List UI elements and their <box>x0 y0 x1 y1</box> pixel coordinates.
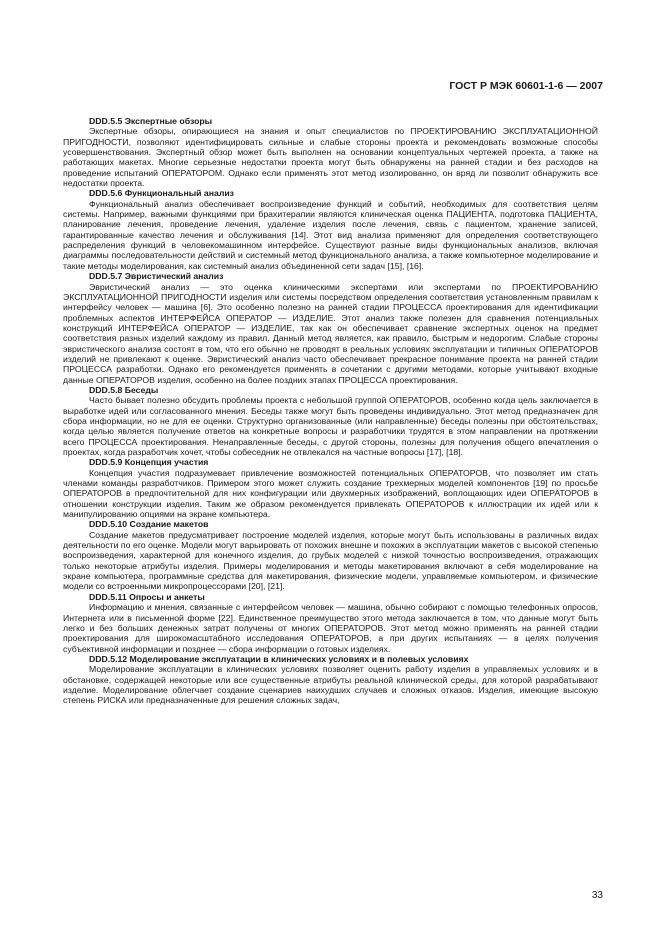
section-ddd-5-9 <box>63 457 598 519</box>
section-paragraph: Функциональный анализ обеспечивает воспроизведение функций и событий, необходимых для соответствия целям системы. Например, важными функциями при брахитерапии являются клиническая оценка ПАЦИЕНТА, подготовка ПАЦИЕНТА, планирование лечения, проведение лечения, удаление изделия после лечения, связь с пациентом, хранение записей, гарантированные качество лечения и обслуживания [14]. Этот вид анализа применяют для определения соответствующего распределения функций в человекомашинном интерфейсе. Существуют разные виды функциональных анализов, включая диаграммы последовательности действий и системный метод функционального анализа, а также компьютерное моделирование и такие методы моделирования, как системный анализ объединенной сети задач [15], [16]. <box>63 198 598 271</box>
section-paragraph: Экспертные обзоры, опирающиеся на знания и опыт специалистов по ПРОЕКТИРОВАНИЮ ЭКСПЛУАТАЦИОННОЙ ПРИГОДНОСТИ, позволяют идентифицировать сильные и слабые стороны проекта и рекомендовать возможные способы усовершенствования. Экспертный обзор может быть выполнен на основании концептуальных чертежей проекта, а также на работающих макетах. Многие серьезные недостатки проекта могут быть обнаружены на ранней стадии и без расходов на проведение испытаний ОПЕРАТОРОМ. Однако если применять этот метод изолированно, он вряд ли позволит обнаружить все недостатки проекта. <box>63 126 598 189</box>
section-paragraph: Эвристический анализ — это оценка клиническими экспертами или экспертами по ПРОЕКТИРОВАНИЮ ЭКСПЛУАТАЦИОННОЙ ПРИГОДНОСТИ изделия или системы посредством определения соответствия установленным правилам к интерфейсу человек — машина [6]. Это особенно полезно на ранней стадии ПРОЦЕССА проектирования для идентификации проблемных аспектов ИНТЕРФЕЙСА ОПЕРАТОР — ИЗДЕЛИЕ. Этот анализ также полезен для сравнения потенциальных конструкций ИНТЕРФЕЙСА ОПЕРАТОР — ИЗДЕЛИЕ, так как он обеспечивает сравнение экспертных оценок на предмет соответствия разных изделий каждому из правил. Данный метод является, как правило, быстрым и недорогим. Слабые стороны эвристического анализа состоят в том, что его обычно не проводят в реальных условиях эксплуатации и типичных ОПЕРАТОРОВ изделий не привлекают к оценке. Эвристический анализ часто обеспечивает прекрасное понимание проекта на ранней стадии ПРОЦЕССА разработки. Однако его рекомендуется применять в сочетании с другими методами, которые учитывают входные данные ОПЕРАТОРОВ изделия, особенно на более поздних этапах ПРОЦЕССА проектирования. <box>63 281 598 385</box>
document-body <box>63 116 598 706</box>
section-paragraph: Концепция участия подразумевает привлечение возможностей потенциальных ОПЕРАТОРОВ, что позволяет им стать членами команды разработчиков. Примером этого может служить создание трехмерных моделей компонентов [19] по просьбе ОПЕРАТОРОВ в предпочтительной для них конфигурации или двухмерных изображений, воплощающих идеи ОПЕРАТОРОВ в отношении конструкции изделия. Таким же образом рекомендуется привлекать ОПЕРАТОРОВ к иллюстрации их идей или к манипулированию опциями на экране компьютера. <box>63 467 598 520</box>
section-ddd-5-10 <box>63 519 598 591</box>
section-heading: DDD.5.7 Эвристический анализ <box>89 271 224 282</box>
section-heading: DDD.5.5 Экспертные обзоры <box>89 116 213 126</box>
section-paragraph: Создание макетов предусматривает построение моделей изделия, которые могут быть использованы в различных видах деятельности по его оценке. Модели могут варьировать от похожих внешне и похожих в эксплуатации макетов с высокой степенью воспроизведения, характерной для конечного изделия, до грубых моделей с низкой точностью воспроизведения, отражающих только некоторые атрибуты изделия. Примеры моделирования и методы макетирования включают в себя моделирование на экране компьютера, программные средства для макетирования, физические модели, управляемые компьютером, и физические модели со встроенными микропроцессорами [20], [21]. <box>63 529 598 592</box>
section-heading: DDD.5.11 Опросы и анкеты <box>89 591 205 602</box>
section-paragraph: Моделирование эксплуатации в клинических условиях позволяет оценить работу изделия в управляемых условиях и в обстановке, содержащей некоторые или все существенные атрибуты реальной клинической среды, для которой разрабатывают изделие. Моделирование облегчает создание сценариев наихудших случаев и сложных отказов. Изделия, имеющие высокую степень РИСКА или предназначенные для решения сложных задач, <box>63 664 598 706</box>
section-paragraph: Часто бывает полезно обсудить проблемы проекта с небольшой группой ОПЕРАТОРОВ, особенно когда цель заключается в выработке идей или согласованного мнения. Беседы также могут быть проведены индивидуально. Этот метод предназначен для сбора информации, но не для ее оценки. Структурно организованные (или направленные) беседы полезны при обстоятельствах, когда целью является получение ответов на конкретные вопросы и разработчики трудятся в этом направлении на протяжении всего ПРОЦЕССА проектирования. Ненаправленные беседы, с другой стороны, полезны для получения общего впечатления о проектах, когда разработчик хочет, чтобы собеседник не отвлекался на частные вопросы [17], [18]. <box>63 395 598 457</box>
section-ddd-5-12 <box>63 654 598 706</box>
standard-header: ГОСТ Р МЭК 60601-1-6 — 2007 <box>449 80 603 92</box>
section-heading: DDD.5.9 Концепция участия <box>89 457 209 468</box>
page-number: 33 <box>591 890 603 901</box>
section-ddd-5-5 <box>63 116 598 188</box>
section-ddd-5-11 <box>63 592 598 654</box>
section-ddd-5-7 <box>63 271 598 385</box>
section-heading: DDD.5.6 Функциональный анализ <box>89 188 235 199</box>
section-ddd-5-8 <box>63 385 598 457</box>
section-heading: DDD.5.12 Моделирование эксплуатации в клинических условиях и в полевых условиях <box>89 653 469 664</box>
section-heading: DDD.5.10 Создание макетов <box>89 519 209 530</box>
section-paragraph: Информацию и мнения, связанные с интерфейсом человек — машина, обычно собирают с помощью телефонных опросов, Интернета или в письменной форме [22]. Единственное преимущество этого метода заключается в том, что данные могут быть легко и без больших денежных затрат получены от многих ОПЕРАТОРОВ. Этот метод можно применять на ранней стадии проектирования для широкомасштабного исследования ОПЕРАТОРОВ, а при других испытаниях — в целях получения субъективной информации и позднее — сбора информации о готовых изделиях. <box>63 602 598 654</box>
section-heading: DDD.5.8 Беседы <box>89 384 159 395</box>
section-ddd-5-6 <box>63 188 598 271</box>
